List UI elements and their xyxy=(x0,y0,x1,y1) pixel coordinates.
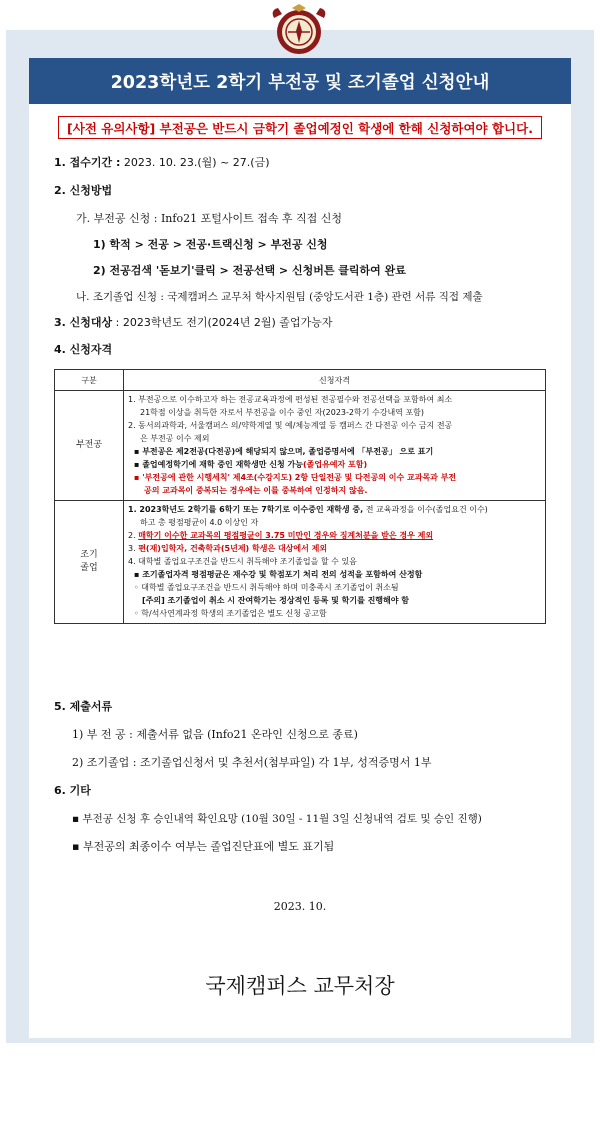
minor-apply-step-2: 2) 전공검색 '돋보기'클릭 > 전공선택 > 신청버튼 클릭하여 완료 xyxy=(93,264,406,277)
section-2-label: 2. 신청방법 xyxy=(54,184,113,197)
section-5-label: 5. 제출서류 xyxy=(54,700,113,713)
section-3-value: : 2023학년도 전기(2024년 2월) 졸업가능자 xyxy=(112,316,333,329)
section-6-label: 6. 기타 xyxy=(54,784,91,797)
minor-line: 2. 동서의과학과, 서울캠퍼스 의/약학계열 및 예/체능계열 등 캠퍼스 간 다전공 이수 금지 전공 xyxy=(128,421,453,430)
table-row-minor xyxy=(55,391,546,501)
minor-line: 1. 부전공으로 이수하고자 하는 전공교육과정에 편성된 전공필수와 전공선택을 포함하여 최소 xyxy=(128,395,453,404)
section-1 xyxy=(54,156,270,170)
minor-line: ▪ '부전공에 관한 시행세칙' 제4조(수강지도) 2항 단일전공 및 다전공의 이수 교과목과 부전 xyxy=(134,473,457,482)
document-date: 2023. 10. xyxy=(273,900,327,913)
section-1-label: 1. 접수기간 : xyxy=(54,156,121,169)
early-grad-line xyxy=(128,542,541,555)
section-3 xyxy=(54,316,332,330)
university-seal-icon xyxy=(268,4,330,56)
early-grad-category-line: 졸업 xyxy=(80,563,98,573)
section-4-label: 4. 신청자격 xyxy=(54,343,113,356)
page-title: 2023학년도 2학기 부전공 및 조기졸업 신청안내 xyxy=(29,58,571,104)
early-grad-line-highlight: 편(재)입학자, 건축학과(5년제) 학생은 대상에서 제외 xyxy=(138,544,328,553)
signature: 국제캠퍼스 교무처장 xyxy=(205,974,395,998)
minor-line-text: ▪ 졸업예정학기에 재학 중인 재학생만 신청 가능 xyxy=(134,460,303,469)
early-grad-line: 하고 총 평점평균이 4.0 이상인 자 xyxy=(140,518,259,527)
early-grad-line xyxy=(128,529,541,542)
early-grad-category-line: 조기 xyxy=(80,550,98,560)
early-grad-line: 4. 대학별 졸업요구조건을 반드시 취득해야 조기졸업을 할 수 있음 xyxy=(128,557,357,566)
minor-line: 21학점 이상을 취득한 자로서 부전공을 이수 중인 자(2023-2학기 수강내역 포함) xyxy=(140,408,425,417)
minor-apply-method: 가. 부전공 신청 : Info21 포털사이트 접속 후 직접 신청 xyxy=(76,212,343,225)
minor-line-highlight: (졸업유예자 포함) xyxy=(302,460,368,469)
table-header-category: 구분 xyxy=(55,370,124,391)
documents-early-grad: 2) 조기졸업 : 조기졸업신청서 및 추천서(첨부파일) 각 1부, 성적증명서 1부 xyxy=(72,756,432,769)
section-3-label: 3. 신청대상 xyxy=(54,316,113,329)
etc-item-2: ▪ 부전공의 최종이수 여부는 졸업진단표에 별도 표기됨 xyxy=(72,840,335,853)
early-grad-line: ◦ 대학별 졸업요구조건을 반드시 취득해야 하며 미충족시 조기졸업이 취소됨 xyxy=(134,583,399,592)
eligibility-table xyxy=(54,369,546,624)
minor-line xyxy=(128,458,541,471)
early-grad-line xyxy=(128,503,541,516)
early-grad-line-highlight: 매학기 이수한 교과목의 평점평균이 3.75 미만인 경우와 징계처분을 받은 경우 제외 xyxy=(138,531,434,540)
section-1-value: 2023. 10. 23.(월) ~ 27.(금) xyxy=(120,156,270,169)
minor-line: 공의 교과목이 중복되는 경우에는 이를 중복하여 인정하지 않음. xyxy=(144,486,368,495)
minor-line: ▪ 부전공은 제2전공(다전공)에 해당되지 않으며, 졸업증명서에 「부전공」 으로 표기 xyxy=(134,447,434,456)
notice-banner: [사전 유의사항] 부전공은 반드시 금학기 졸업예정인 학생에 한해 신청하여야 합니다. xyxy=(58,116,542,139)
early-grad-line: ◦ 학/석사연계과정 학생의 조기졸업은 별도 신청 공고함 xyxy=(134,609,327,618)
minor-line: 은 부전공 이수 제외 xyxy=(140,434,210,443)
table-header-eligibility: 신청자격 xyxy=(124,370,546,391)
minor-apply-step-1: 1) 학적 > 전공 > 전공·트랙신청 > 부전공 신청 xyxy=(93,238,328,251)
early-grad-line-text: 전 교육과정을 이수(졸업요건 이수) xyxy=(363,505,488,514)
early-grad-line: ▪ 조기졸업자격 평점평균은 재수강 및 학점포기 처리 전의 성적을 포함하여 산정함 xyxy=(134,570,423,579)
early-grad-line: [주의] 조기졸업이 취소 시 잔여학기는 정상적인 등록 및 학기를 진행해야 함 xyxy=(142,596,410,605)
table-header-row xyxy=(55,370,546,391)
minor-category: 부전공 xyxy=(55,391,124,501)
table-row-early-grad xyxy=(55,501,546,624)
early-grad-apply-method: 나. 조기졸업 신청 : 국제캠퍼스 교무처 학사지원팀 (중앙도서관 1층) 관련 서류 직접 제출 xyxy=(76,291,483,303)
early-grad-category xyxy=(55,501,124,624)
early-grad-line-num: 3. xyxy=(128,544,139,553)
early-grad-eligibility xyxy=(124,501,546,624)
documents-minor: 1) 부 전 공 : 제출서류 없음 (Info21 온라인 신청으로 종료) xyxy=(72,728,358,741)
early-grad-line-num: 2. xyxy=(128,531,139,540)
minor-eligibility xyxy=(124,391,546,501)
early-grad-line-bold: 1. 2023학년도 2학기를 6학기 또는 7학기로 이수중인 재학생 중, xyxy=(128,505,364,514)
etc-item-1: ▪ 부전공 신청 후 승인내역 확인요망 (10월 30일 - 11월 3일 신청내역 검토 및 승인 진행) xyxy=(72,813,482,825)
